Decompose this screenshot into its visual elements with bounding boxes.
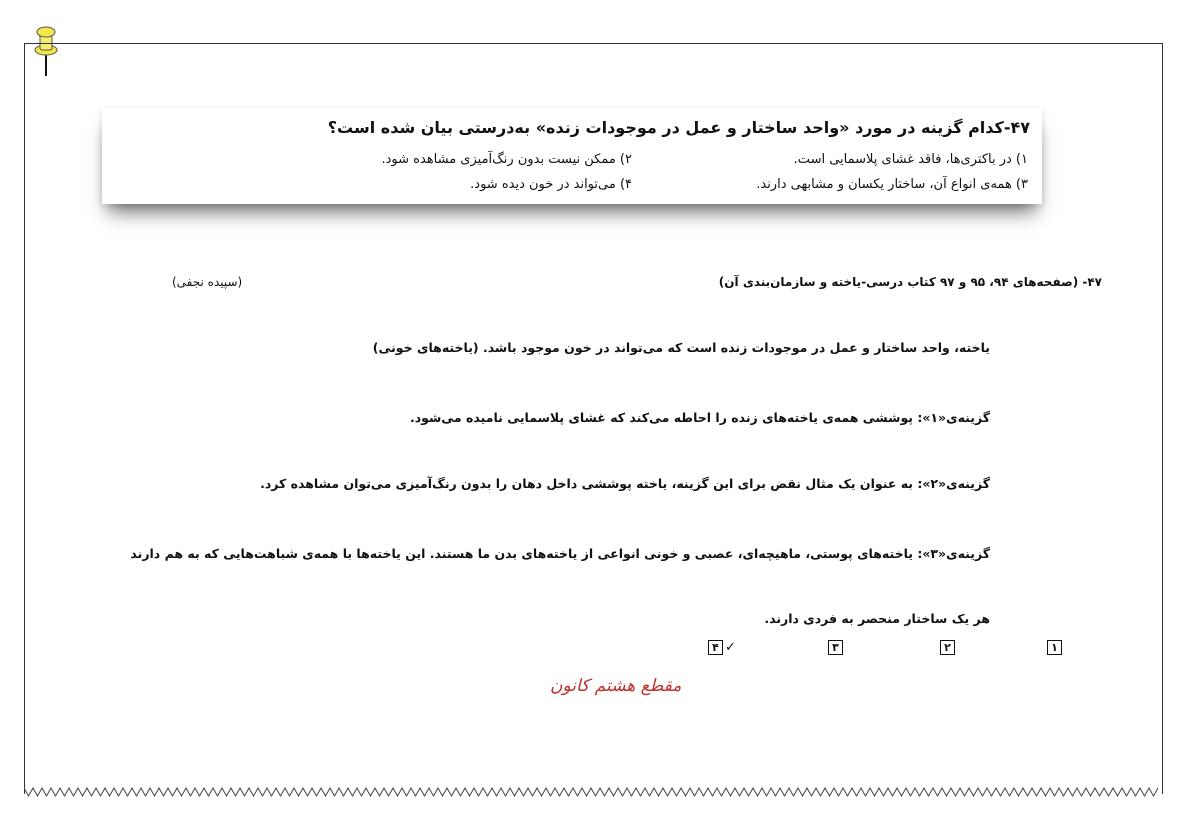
choice-box: ۲ <box>940 640 955 655</box>
answer-header: ۴۷- (صفحه‌های ۹۴، ۹۵ و ۹۷ کتاب درسی-یاخته و سازمان‌بندی آن) <box>718 275 1102 289</box>
answer-choice-4-correct <box>708 640 736 657</box>
explanation-line: هر یک ساختار منحصر به فردی دارند. <box>764 611 990 626</box>
option-4: ۴) می‌تواند در خون دیده شود. <box>470 177 632 192</box>
answer-choice-1 <box>1047 640 1062 657</box>
explanation-line: گزینه‌ی«۱»: پوششی همه‌ی یاخته‌های زنده را احاطه می‌کند که غشای پلاسمایی نامیده می‌شود. <box>409 410 990 425</box>
grade-stamp: مقطع هشتم کانون <box>550 676 682 696</box>
explanation-line: گزینه‌ی«۲»: به عنوان یک مثال نقض برای این گزینه، یاخته پوششی داخل دهان را بدون رنگ‌آمیزی می‌توان مشاهده کرد. <box>260 476 990 491</box>
torn-page-edge <box>24 770 1162 800</box>
question-title: ۴۷-کدام گزینه در مورد «واحد ساختار و عمل در موجودات زنده» به‌درستی بیان شده است؟ <box>327 118 1030 137</box>
explanation-line: گزینه‌ی«۳»: یاخته‌های پوستی، ماهیچه‌ای، عصبی و خونی انواعی از یاخته‌های بدن ما هستند. این یاخته‌ها با همه‌ی شباهت‌هایی که به هم دارند <box>130 546 990 561</box>
author-credit: (سپیده نجفی) <box>172 275 243 289</box>
question-box <box>102 108 1042 204</box>
option-2: ۲) ممکن نیست بدون رنگ‌آمیزی مشاهده شود. <box>381 152 632 167</box>
explanation-line: یاخته، واحد ساختار و عمل در موجودات زنده است که می‌تواند در خون موجود باشد. (یاخته‌های خونی) <box>372 340 990 355</box>
choice-box: ۱ <box>1047 640 1062 655</box>
answer-choice-3 <box>828 640 843 657</box>
option-3: ۳) همه‌ی انواع آن، ساختار یکسان و مشابهی دارند. <box>756 177 1028 192</box>
choice-box: ۳ <box>828 640 843 655</box>
option-1: ۱) در باکتری‌ها، فاقد غشای پلاسمایی است. <box>793 152 1028 167</box>
check-mark-icon: ✓ <box>725 640 736 655</box>
choice-box: ۴ <box>708 640 723 655</box>
answer-choice-2 <box>940 640 955 657</box>
